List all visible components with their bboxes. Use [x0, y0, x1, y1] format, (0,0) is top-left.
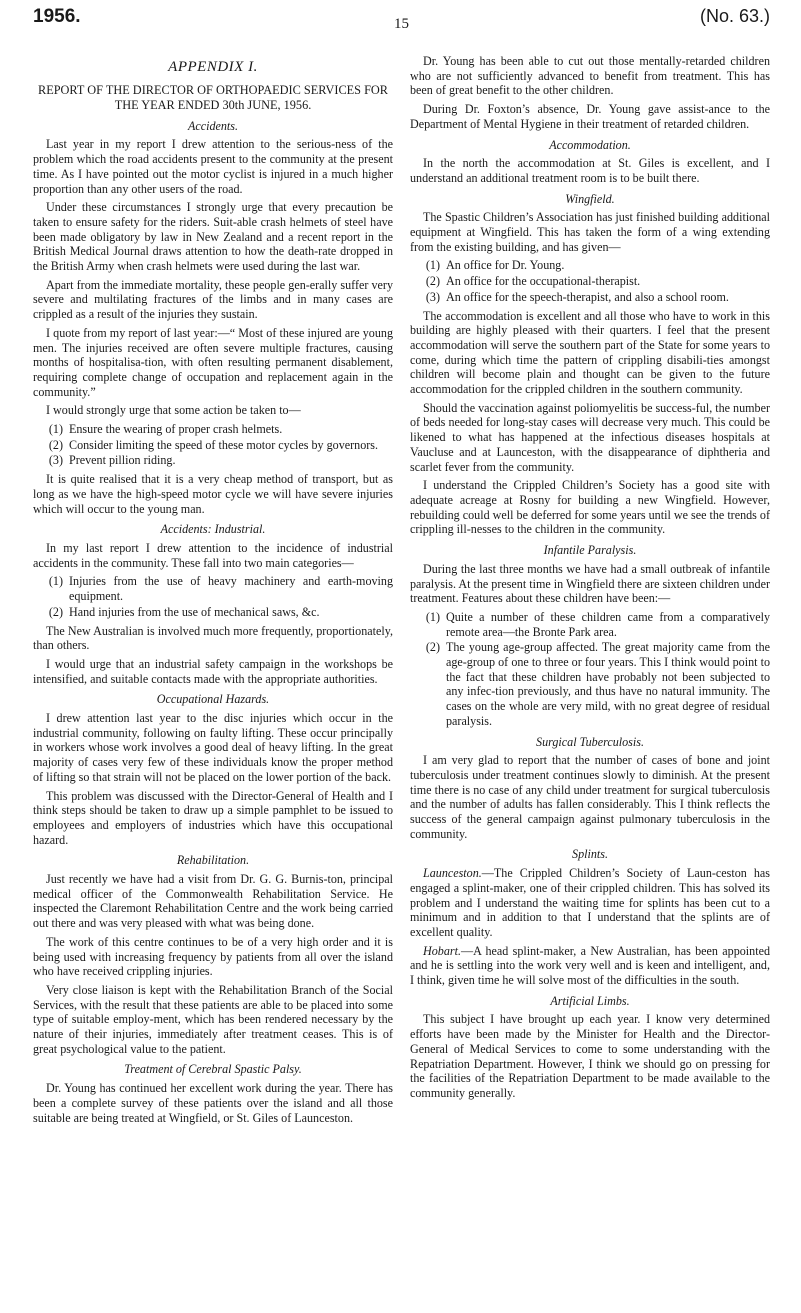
paragraph [410, 866, 770, 940]
section-heading-surgical: Surgical Tuberculosis. [536, 734, 644, 749]
list-number: (2) [425, 274, 440, 289]
paragraph: I understand the Crippled Children’s Society has a good site with adequate acreage at Rosny for building a new Wingfield. However, rebuilding could well be deferred for some years until we see the trends of crippling ill-nesses to the children in the community. [410, 478, 770, 537]
paragraph: Last year in my report I drew attention to the serious-ness of the problem which the road accidents present to the community at the present time. As I have pointed out the motor cyclist is injured in a much higher proportion than any other users of the road. [33, 137, 393, 196]
list-item [410, 290, 770, 305]
list-number: (1) [425, 609, 440, 624]
page-header [33, 6, 770, 36]
paragraph: The work of this centre continues to be of a very high order and it is being used with increasing frequency by patients from all over the island who have received crippling injuries. [33, 934, 393, 979]
paragraph: This problem was discussed with the Director-General of Health and I think steps should be taken to draw up a simple pamphlet to be issued to employees and employers of industries which have this occupational hazard. [33, 788, 393, 847]
list-item [410, 274, 770, 289]
list-item [410, 640, 770, 728]
list-number: (2) [425, 640, 440, 655]
run-in-heading: Hobart. [423, 943, 461, 958]
list-number: (3) [425, 289, 440, 304]
list-number: (1) [48, 422, 63, 437]
paragraph: I would strongly urge that some action be taken to— [46, 403, 301, 418]
paragraph: I would urge that an industrial safety campaign in the workshops be intensified, and suitable contacts made with the appropriate authorities. [33, 656, 393, 686]
list-item [33, 605, 393, 620]
section-heading-rehabilitation: Rehabilitation. [176, 853, 250, 868]
list-item [410, 258, 770, 273]
list-text: An office for Dr. Young. [446, 258, 565, 273]
run-in-heading: Launceston. [423, 866, 482, 881]
list-text: An office for the occupational-therapist. [446, 274, 641, 289]
list-item [33, 574, 393, 603]
paragraph: Should the vaccination against poliomyelitis be success-ful, the number of beds needed for long-stay cases will decrease very much. This could be likened to what has happened at the infectious diseases hospitals at Vaucluse and at Launceston, with the disappearance of diphtheria and scarlet fever from the community. [410, 400, 770, 474]
section-heading-occupational: Occupational Hazards. [156, 692, 270, 707]
paragraph: It is quite realised that it is a very cheap method of transport, but as long as we have the high-speed motor cycle we will have severe injuries which will occur to the young man. [33, 472, 393, 516]
paragraph-text: —A head splint-maker, a New Australian, has been appointed and he is settling into the work very well and is keen and intelligent, and, I think, given time he will solve most of the difficulties in the south. [410, 943, 770, 988]
page-number: 15 [394, 16, 409, 32]
paragraph: In the north the accommodation at St. Giles is excellent, and I understand an additional treatment room is to be built there. [410, 156, 770, 185]
paragraph: I quote from my report of last year:—“ Most of these injured are young men. The injuries received are often severe multiple fractures, causing months of hospitalisa-tion, with often resulting permanent disablement, requiring complete change of occupation and replacement again in the community.” [33, 325, 393, 399]
section-heading-limbs: Artificial Limbs. [550, 993, 630, 1008]
list-item [33, 438, 393, 453]
header-year: 1956. [33, 6, 81, 27]
paragraph: In my last report I drew attention to the incidence of industrial accidents in the community. These fall into two main categories— [33, 540, 393, 570]
category-list [33, 574, 393, 619]
report-title: REPORT OF THE DIRECTOR OF ORTHOPAEDIC SERVICES FOR THE YEAR ENDED 30th JUNE, 1956. [38, 82, 388, 112]
left-column [33, 54, 393, 1129]
list-text: Ensure the wearing of proper crash helmets. [69, 422, 283, 437]
paragraph: Dr. Young has continued her excellent work during the year. There has been a complete survey of these patients over the island and all those suitable are being treated at Wingfield, or St. Giles of Launceston. [33, 1081, 393, 1125]
paragraph: Apart from the immediate mortality, these people gen-erally suffer very severe and multilating fractures of the limbs and in many cases are crippled as a result of the injuries they sustain. [33, 277, 393, 322]
list-text: Consider limiting the speed of these motor cycles by governors. [69, 437, 378, 452]
paragraph: I am very glad to report that the number of cases of bone and joint tuberculosis under treatment continues slowly to diminish. At the present time there is no case of any child under treatment for surgical tuberculosis and the number of adults has fallen considerably. This I think reflects the success of the general campaign against pulmonary tuberculosis in the community. [410, 753, 770, 841]
section-heading-industrial: Accidents: Industrial. [160, 522, 266, 537]
features-list [410, 610, 770, 729]
list-item [33, 422, 393, 437]
section-heading-accidents: Accidents. [187, 118, 239, 133]
recommendation-list [33, 422, 393, 468]
section-heading-infantile: Infantile Paralysis. [543, 543, 637, 558]
list-text: An office for the speech-therapist, and also a school room. [446, 289, 729, 304]
list-text: Injuries from the use of heavy machinery and earth-moving equipment. [69, 574, 393, 604]
list-text: Quite a number of these children came from a comparatively remote area—the Bronte Park area. [446, 609, 770, 639]
section-heading-accommodation: Accommodation. [549, 137, 631, 152]
list-text: Hand injuries from the use of mechanical saws, &c. [69, 604, 320, 619]
office-list [410, 258, 770, 304]
list-number: (1) [48, 574, 63, 589]
paragraph: Dr. Young has been able to cut out those mentally-retarded children who are not sufficiently advanced to benefit from treatment. This has been of great benefit to the other children. [410, 54, 770, 98]
paragraph: Just recently we have had a visit from Dr. G. G. Burnis-ton, principal medical officer of the Commonwealth Rehabilitation Service. He inspected the Claremont Rehabilitation Centre and the work being carried out there and was very pleased with what was being done. [33, 872, 393, 931]
paragraph: Very close liaison is kept with the Rehabilitation Branch of the Social Services, with the result that these patients are able to be placed into some type of suitable employ-ment, which has been rendered necessary by the nature of their injuries, immediately after treatment ceases. This is of great psychological value to the patient. [33, 982, 393, 1056]
paragraph: The accommodation is excellent and all those who have to work in this building are highly pleased with their quarters. I feel that the present accommodation will serve the southern part of the State for some years to come, during which time the pattern of crippling disabili-ties amongst children will become plain and thought can be given to the future accommodation for the crippled children in the southern community. [410, 308, 770, 397]
paragraph: The New Australian is involved much more frequently, proportionately, than others. [33, 623, 393, 653]
section-heading-cerebral: Treatment of Cerebral Spastic Palsy. [124, 1062, 302, 1077]
paragraph: Under these circumstances I strongly urge that every precaution be taken to ensure safety for the riders. Suit-able crash helmets of steel have been made obligatory by law in New Zealand and a recent report in the British Medical Journal draws attention to how the death-rate dropped in the British Army when crash helmets were used during the last war. [33, 200, 393, 274]
list-number: (2) [48, 437, 63, 452]
document-number: (No. 63.) [699, 6, 770, 26]
list-number: (1) [425, 258, 440, 273]
list-text: Prevent pillion riding. [69, 453, 176, 468]
paragraph: I drew attention last year to the disc injuries which occur in the industrial community, following on faulty lifting. These occur principally in workers whose work involves a good deal of heavy lifting. In the great majority of cases very few of these individuals know the proper method of lifting so that strain will not be placed on the lower portion of the back. [33, 711, 393, 784]
list-number: (2) [48, 604, 63, 619]
paragraph [410, 944, 770, 988]
list-item [410, 610, 770, 639]
paragraph: This subject I have brought up each year. I know very determined efforts have been made by the Minister for Health and the Director-General of Medical Services to come to some understanding with the Repatriation Department. However, I think we should go on pressing for the facilities of the Repatriation Department to be made available to the community generally. [410, 1012, 770, 1100]
appendix-title: APPENDIX I. [168, 59, 258, 75]
list-number: (3) [48, 453, 63, 468]
list-text: The young age-group affected. The great majority came from the age-group of one to three or four years. This I think would point to the fact that these children have probably not been subjected to any infec-tion previously, and thus have no natural immunity. The cases on the whole are very mild, with no great degree of residual paralysis. [446, 640, 770, 728]
paragraph: During the last three months we have had a small outbreak of infantile paralysis. At the present time in Wingfield there are sixteen children under treatment. Features about these children have been:— [410, 561, 770, 606]
paragraph-text: —The Crippled Children’s Society of Laun-ceston has engaged a splint-maker, one of their crippled children. This has solved its problem and I understand the waiting time for splints has been cut to a minimum and in addition to that I understand that the splints are of excellent quality. [410, 866, 770, 939]
section-heading-splints: Splints. [572, 847, 608, 862]
right-column [410, 54, 770, 1105]
section-heading-wingfield: Wingfield. [565, 191, 615, 206]
paragraph: The Spastic Children’s Association has just finished building additional equipment at Wingfield. This has taken the form of a wing extending from the existing building, and has given— [410, 210, 770, 254]
paragraph: During Dr. Foxton’s absence, Dr. Young gave assist-ance to the Department of Mental Hygiene in their treatment of retarded children. [410, 102, 770, 131]
list-item [33, 453, 393, 468]
